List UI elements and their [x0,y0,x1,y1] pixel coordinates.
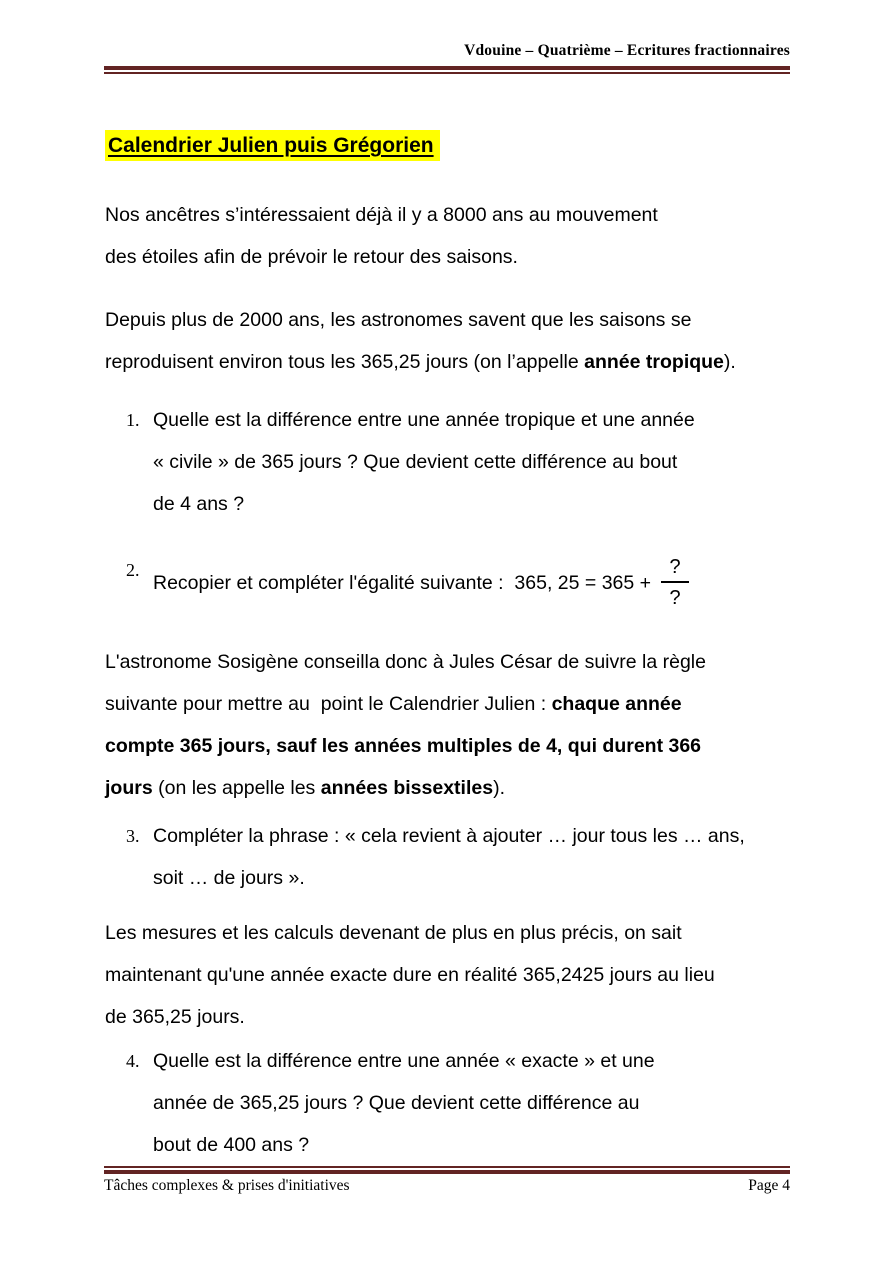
text-line [105,299,793,341]
paragraph [105,912,793,1038]
text-segment: ). [493,777,505,799]
text-segment: Recopier et compléter l'égalité suivante : 365, 25 = 365 + [153,572,657,594]
text-segment: Les mesures et les calculs devenant de plus en plus précis, on sait [105,922,682,944]
text-segment: Quelle est la différence entre une année tropique et une année [153,409,695,431]
bold-text-segment: année tropique [584,351,724,373]
text-line [105,683,793,725]
bold-text-segment: compte 365 jours, sauf les années multiples de 4, qui durent 366 [105,735,702,757]
text-segment: Compléter la phrase : « cela revient à ajouter … jour tous les … ans, [153,825,745,847]
bold-text-segment: chaque année [551,693,682,715]
document-body [105,118,793,1166]
text-segment: année de 365,25 jours ? Que devient cette différence au [153,1092,640,1114]
text-segment: reproduisent environ tous les 365,25 jours (on l’appelle [105,351,585,373]
text-line [153,549,793,617]
list-number: 3. [126,826,140,846]
list-item [105,399,793,525]
text-line [105,767,793,809]
fraction-numerator: ? [661,556,688,583]
text-line [105,236,793,278]
text-line [153,483,793,525]
text-line [105,641,793,683]
text-line [153,399,793,441]
text-segment: de 4 ans ? [153,493,245,515]
bold-text-segment: jours [105,777,153,799]
text-line [153,1040,793,1082]
text-segment: maintenant qu'une année exacte dure en réalité 365,2425 jours au lieu [105,964,715,986]
paragraph [105,194,793,278]
text-line [153,1082,793,1124]
text-segment: Quelle est la différence entre une année « exacte » et une [153,1050,655,1072]
text-segment: suivante pour mettre au point le Calendrier Julien : [105,693,552,715]
page-footer [104,1177,790,1195]
text-segment: bout de 400 ans ? [153,1134,310,1156]
text-line [153,1124,793,1166]
text-segment: de 365,25 jours. [105,1006,245,1028]
fraction [661,556,688,609]
bold-text-segment: années bissextiles [320,777,494,799]
list-number: 4. [126,1051,140,1071]
paragraph [105,641,793,809]
text-segment: des étoiles afin de prévoir le retour des saisons. [105,246,518,268]
fraction-denominator: ? [669,586,681,609]
text-blocks [105,194,793,1166]
document-title-highlight: Calendrier Julien puis Grégorien [105,130,440,161]
list-item [105,549,793,617]
text-line [153,857,793,899]
text-segment: Nos ancêtres s’intéressaient déjà il y a 8000 ans au mouvement [105,204,658,226]
footer-rule-thick-line [104,1170,790,1174]
header-rule-thin-line [104,72,790,74]
text-line [105,912,793,954]
text-segment: « civile » de 365 jours ? Que devient cette différence au bout [153,451,678,473]
text-segment: soit … de jours ». [153,867,305,889]
text-segment: ). [723,351,736,373]
page-header-text: Vdouine – Quatrième – Ecritures fractionnaires [464,42,790,59]
text-segment: Depuis plus de 2000 ans, les astronomes savent que les saisons se [105,309,692,331]
list-item [105,815,793,899]
text-line [105,194,793,236]
text-line [153,441,793,483]
list-item [105,1040,793,1166]
text-line [105,954,793,996]
list-number: 1. [126,410,140,430]
header-rule [104,66,790,74]
page-number: Page 4 [748,1177,790,1194]
text-line [153,815,793,857]
list-number: 2. [126,560,140,580]
paragraph [105,299,793,383]
text-segment: (on les appelle les [152,777,321,799]
footer-rule [104,1166,790,1174]
text-segment: L'astronome Sosigène conseilla donc à Jules César de suivre la règle [105,651,706,673]
text-line [105,341,793,383]
text-line [105,725,793,767]
document-title [105,130,793,161]
text-line [105,996,793,1038]
footer-left-text: Tâches complexes & prises d'initiatives [104,1177,350,1194]
